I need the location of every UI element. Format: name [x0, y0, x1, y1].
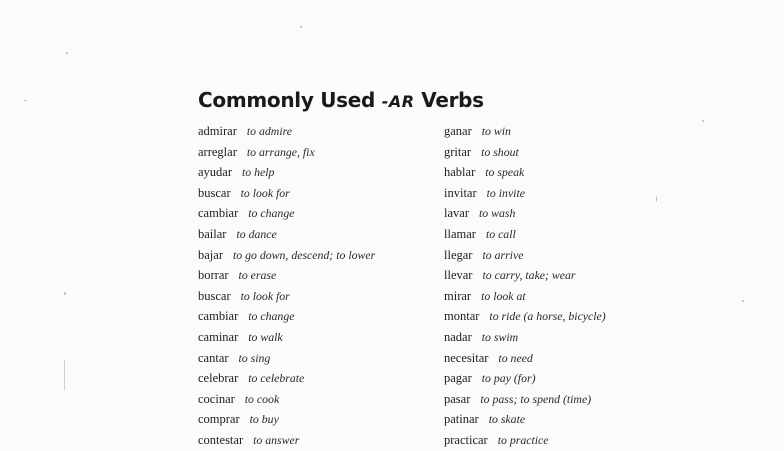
verb-meaning: to change	[248, 309, 295, 324]
verb: patinar	[444, 412, 479, 427]
verb-list-left	[198, 121, 438, 451]
verb-meaning: to dance	[236, 226, 277, 241]
verb-meaning: to answer	[253, 432, 300, 447]
verb-meaning: to sing	[238, 350, 271, 365]
verb-list-right	[444, 121, 764, 451]
verb: bailar	[198, 226, 227, 241]
verb-row	[444, 368, 764, 389]
verb: contestar	[198, 432, 244, 447]
verb-meaning: to look for	[240, 288, 290, 303]
verb-row	[444, 121, 764, 142]
verb-row	[444, 348, 764, 369]
verb-row	[444, 306, 764, 327]
verb: bajar	[198, 247, 223, 262]
verb-row	[444, 430, 764, 451]
verb: llegar	[444, 247, 473, 262]
verb-meaning: to change	[248, 206, 295, 221]
verb-row	[198, 327, 438, 348]
verb-meaning: to erase	[238, 268, 277, 283]
verb-meaning: to speak	[485, 165, 525, 180]
scan-speck	[66, 52, 68, 54]
verb-row	[444, 245, 764, 266]
verb-row	[198, 306, 438, 327]
verb: practicar	[444, 432, 488, 447]
verb-meaning: to buy	[249, 412, 279, 427]
verb: cocinar	[198, 391, 235, 406]
scan-speck	[24, 100, 27, 101]
verb: comprar	[198, 412, 240, 427]
verb: hablar	[444, 165, 476, 180]
verb-meaning: to arrange, fix	[246, 144, 315, 159]
verb-row	[198, 389, 438, 410]
verb-meaning: to swim	[481, 329, 519, 344]
verb: pasar	[444, 391, 471, 406]
verb-meaning: to walk	[248, 329, 283, 344]
verb: cantar	[198, 350, 229, 365]
verb: celebrar	[198, 371, 239, 386]
verb-meaning: to go down, descend; to lower	[232, 247, 376, 262]
verb-row	[444, 142, 764, 163]
verb-row	[198, 142, 438, 163]
verb-meaning: to skate	[488, 412, 526, 427]
verb: necesitar	[444, 350, 489, 365]
verb: ganar	[444, 124, 472, 138]
verb: cambiar	[198, 309, 239, 324]
verb-meaning: to look for	[240, 185, 290, 200]
verb: invitar	[444, 185, 477, 200]
verb-meaning: to shout	[481, 144, 519, 159]
verb-meaning: to admire	[246, 124, 292, 138]
verb-row	[198, 183, 438, 204]
verb-row	[444, 203, 764, 224]
verb-meaning: to wash	[478, 206, 516, 221]
verb-row	[444, 286, 764, 307]
scan-edge-line	[64, 360, 65, 390]
verb-meaning: to practice	[497, 432, 549, 447]
verb: arreglar	[198, 144, 237, 159]
verb-meaning: to celebrate	[248, 371, 305, 386]
verb-row	[444, 183, 764, 204]
verb-row	[198, 409, 438, 430]
verb-meaning: to ride (a horse, bicycle)	[489, 309, 606, 324]
verb-meaning: to help	[242, 165, 275, 180]
verb: pagar	[444, 371, 472, 386]
verb-row	[444, 224, 764, 245]
verb-meaning: to carry, take; wear	[482, 268, 576, 283]
verb-meaning: to win	[481, 124, 511, 138]
verb-meaning: to arrive	[482, 247, 524, 262]
verb: cambiar	[198, 206, 239, 221]
verb: buscar	[198, 185, 231, 200]
verb-meaning: to need	[498, 350, 533, 365]
verb: llamar	[444, 226, 476, 241]
verb: nadar	[444, 329, 472, 344]
verb-meaning: to look at	[481, 288, 526, 303]
verb: mirar	[444, 288, 472, 303]
verb-meaning: to pay (for)	[481, 371, 536, 386]
verb-row	[444, 389, 764, 410]
verb-meaning: to call	[485, 226, 516, 241]
scan-speck	[300, 26, 302, 28]
verb-meaning: to cook	[244, 391, 280, 406]
verb-row	[198, 265, 438, 286]
verb: montar	[444, 309, 480, 324]
verb: caminar	[198, 329, 239, 344]
verb-row	[444, 327, 764, 348]
verb-row	[444, 162, 764, 183]
verb: admirar	[198, 124, 237, 138]
verb: llevar	[444, 268, 473, 283]
verb-row	[198, 368, 438, 389]
verb: gritar	[444, 144, 472, 159]
verb: borrar	[198, 268, 229, 283]
verb-row	[198, 286, 438, 307]
scan-speck	[64, 292, 66, 295]
verb-meaning: to pass; to spend (time)	[480, 391, 592, 406]
verb-row	[444, 265, 764, 286]
verb-row	[198, 203, 438, 224]
page-title: Commonly Used -AR Verbs	[198, 88, 484, 112]
verb-row	[444, 409, 764, 430]
verb-row	[198, 348, 438, 369]
verb-row	[198, 245, 438, 266]
verb-row	[198, 430, 438, 451]
verb-row	[198, 224, 438, 245]
verb-meaning: to invite	[486, 185, 525, 200]
verb: ayudar	[198, 165, 233, 180]
verb-row	[198, 162, 438, 183]
verb: lavar	[444, 206, 469, 221]
verb-row	[198, 121, 438, 142]
verb: buscar	[198, 288, 231, 303]
